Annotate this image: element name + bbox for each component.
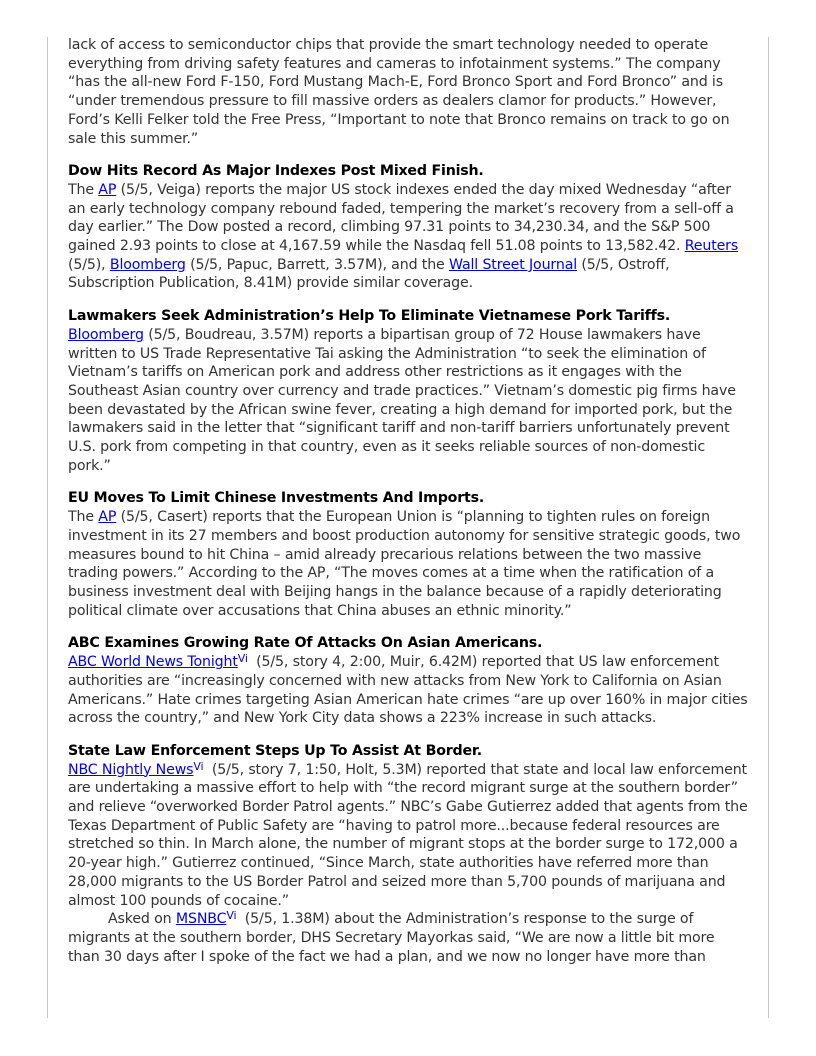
article-asian-americans bbox=[68, 634, 750, 728]
source-link-wsj[interactable]: Wall Street Journal bbox=[448, 256, 578, 273]
article-paragraph: NBC Nightly News$^{Vi}$ (5/5, story 7, 1:50, Holt, 5.3M) reported that state and local law enforcement are undertaking a massive effort to help with “the record migrant surge at the southern border” and relieve “overworked Border Patrol agents.” NBC’s Gabe Gutierrez added that agents from the Texas Department of Public Safety are “having to patrol more...because federal resources are stretched so thin. In March alone, the number of migrant stops at the border surge to 172,000 a 20-year high.” Gutierrez continued, “Since March, state authorities have referred more than 28,000 migrants to the US Border Patrol and seized more than 5,700 pounds of marijuana and almost 100 pounds of cocaine.” bbox=[68, 759, 748, 909]
article-headline: State Law Enforcement Steps Up To Assist At Border. bbox=[68, 742, 482, 759]
article-headline: ABC Examines Growing Rate Of Attacks On Asian Americans. bbox=[68, 635, 543, 652]
intro-paragraph: lack of access to semiconductor chips that provide the smart technology needed to operate everything from driving safety features and cameras to infotainment systems.” The company “has the all-new Ford F-150, Ford Mustang Mach-E, Ford Bronco Sport and Ford Bronco” and is “under tremendous pressure to fill massive orders as dealers clamor for products.” However, Ford’s Kelli Felker told the Free Press, “Important to note that Bronco remains on track to go on sale this summer.” bbox=[68, 37, 730, 147]
video-icon[interactable]: Vi bbox=[237, 652, 248, 666]
article-headline: EU Moves To Limit Chinese Investments And Imports. bbox=[68, 490, 485, 507]
article-paragraph: The AP (5/5, Casert) reports that the European Union is “planning to tighten rules on foreign investment in its 27 members and boost production autonomy for sensitive strategic goods, two measures bound to hit China – amid already precarious relations between the two massive trading powers.” According to the AP, “The moves comes at a time when the ratification of a business investment deal with Beijing hangs in the balance because of a rapidly deteriorating political climate over accusations that China abuses an ethnic minority.” bbox=[68, 509, 741, 619]
source-link-nbc[interactable]: NBC Nightly News bbox=[68, 761, 194, 778]
article-border bbox=[68, 742, 750, 966]
article-headline: Dow Hits Record As Major Indexes Post Mixed Finish. bbox=[68, 163, 484, 180]
source-link-abc[interactable]: ABC World News Tonight bbox=[68, 654, 238, 671]
article-dow-record bbox=[68, 162, 750, 293]
article-paragraph: Bloomberg (5/5, Boudreau, 3.57M) reports a bipartisan group of 72 House lawmakers have written to US Trade Representative Tai asking the Administration “to seek the elimination of Vietnam’s tariffs on American pork and address other restrictions as it engages with the Southeast Asian country over currency and trade practices.” Vietnam’s domestic pig firms have been devastated by the African swine fever, creating a high demand for imported pork, but the lawmakers said in the letter that “significant tariff and non-tariff barriers unfortunately prevent U.S. pork from competing in that country, even as it seeks reliable sources of non-domestic pork.” bbox=[68, 326, 736, 474]
source-link-ap[interactable]: AP bbox=[98, 509, 117, 526]
document-body bbox=[68, 36, 750, 966]
article-headline: Lawmakers Seek Administration’s Help To Eliminate Vietnamese Pork Tariffs. bbox=[68, 308, 671, 325]
source-link-bloomberg[interactable]: Bloomberg bbox=[109, 256, 186, 273]
source-link-bloomberg[interactable]: Bloomberg bbox=[68, 326, 144, 343]
article-paragraph: ABC World News Tonight$^{Vi}$ (5/5, story 4, 2:00, Muir, 6.42M) reported that US law enforcement authorities are “increasingly concerned with new attacks from New York to California on Asian Americans.” Hate crimes targeting Asian American hate crimes “are up over 160% in major cities across the country,” and New York City data shows a 223% increase in such attacks. bbox=[68, 652, 748, 727]
source-link-reuters[interactable]: Reuters bbox=[684, 238, 739, 255]
article-pork-tariffs bbox=[68, 307, 750, 475]
video-icon[interactable]: Vi bbox=[193, 759, 204, 773]
article-paragraph: The AP (5/5, Veiga) reports the major US stock indexes ended the day mixed Wednesday “after an early technology company rebound faded, tempering the market’s recovery from a sell-off a day earlier.” The Dow posted a record, climbing 97.31 points to 34,230.34, and the S&P 500 gained 2.93 points to close at 4,167.59 while the Nasdaq fell 51.08 points to 13,582.42. Reuters (5/5), Bloomberg (5/5, Papuc, Barrett, 3.57M), and the Wall Street Journal (5/5, Ostroff, Subscription Publication, 8.41M) provide similar coverage. bbox=[68, 181, 739, 292]
video-icon[interactable]: Vi bbox=[226, 909, 237, 923]
source-link-ap[interactable]: AP bbox=[98, 181, 117, 198]
article-eu-china bbox=[68, 489, 750, 620]
article-paragraph: Asked on $MSNBC^{Vi}$ (5/5, 1.38M) about the Administration’s response to the surge of migrants at the southern border, DHS Secretary Mayorkas said, “We are now a little bit more than 30 days after I spoke of the fact we had a plan, and we now no longer have more than bbox=[68, 909, 715, 965]
source-link-msnbc[interactable]: MSNBC bbox=[175, 911, 227, 928]
